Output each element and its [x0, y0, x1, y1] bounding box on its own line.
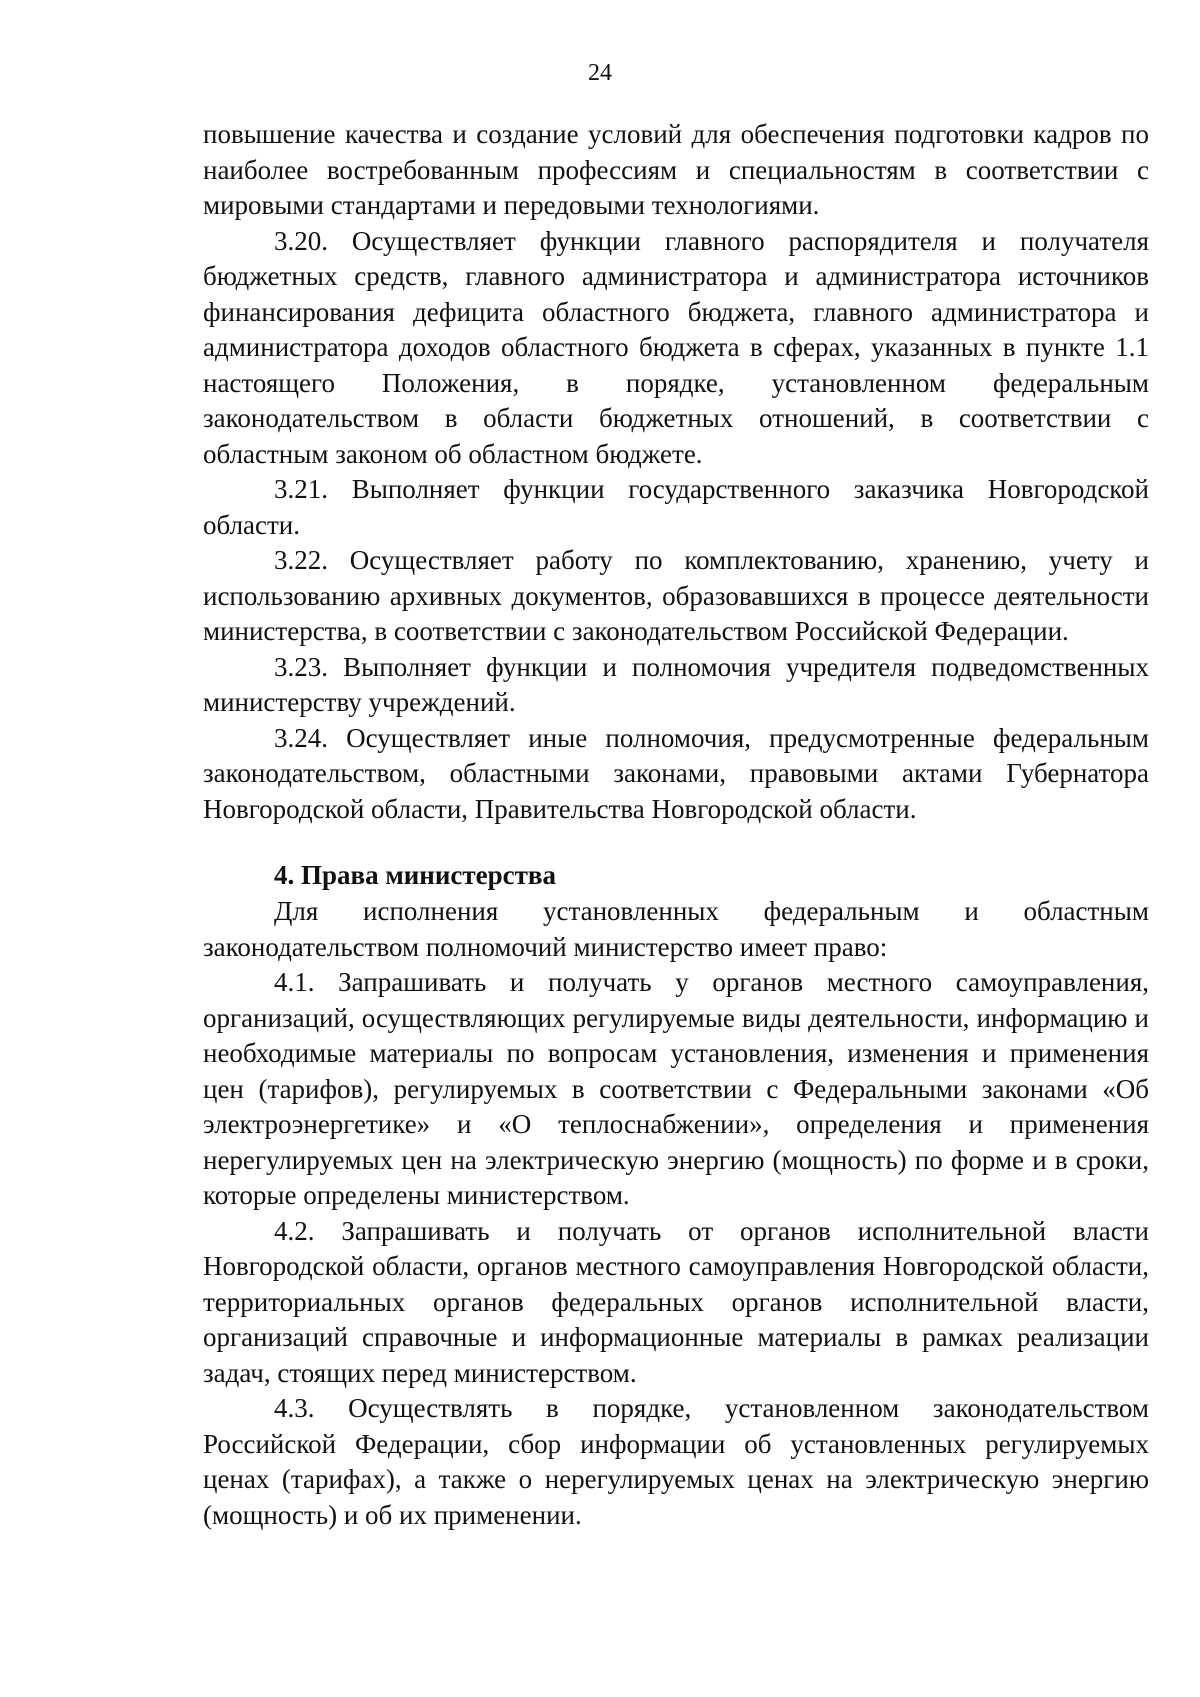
section-heading: 4. Права министерства [274, 860, 556, 890]
page-number: 24 [588, 60, 612, 86]
paragraph-3-23: 3.23. Выполняет функции и полномочия учредителя подведомственных министерству учреждений. [203, 651, 1149, 717]
paragraph-3-22: 3.22. Осуществляет работу по комплектованию, хранению, учету и использованию архивных документов, образовавшихся в процессе деятельности министерства, в соответствии с законодательством Российской Федерации. [203, 545, 1149, 646]
paragraph-4-1: 4.1. Запрашивать и получать у органов местного самоуправления, организаций, осуществляющих регулируемые виды деятельности, информацию и необходимые материалы по вопросам установления, изменения и применения цен (тарифов), регулируемых в соответствии с Федеральными законами «Об электроэнергетике» и «О теплоснабжении», определения и применения нерегулируемых цен на электрическую энергию (мощность) по форме и в сроки, которые определены министерством. [203, 967, 1149, 1210]
document-body [203, 117, 1149, 1533]
paragraph-3-21: 3.21. Выполняет функции государственного заказчика Новгородской области. [203, 474, 1149, 540]
paragraph-continuation: повышение качества и создание условий для обеспечения подготовки кадров по наиболее востребованным профессиям и специальностям в соответствии с мировыми стандартами и передовыми технологиями. [203, 119, 1149, 220]
paragraph-3-24: 3.24. Осуществляет иные полномочия, предусмотренные федеральным законодательством, областными законами, правовыми актами Губернатора Новгородской области, Правительства Новгородской области. [203, 722, 1149, 824]
paragraph-3-20: 3.20. Осуществляет функции главного распорядителя и получателя бюджетных средств, главного администратора и администратора источников финансирования дефицита областного бюджета, главного администратора и администратора доходов областного бюджета в сферах, указанных в пункте 1.1 настоящего Положения, в порядке, установленном федеральным законодательством в области бюджетных отношений, в соответствии с областным законом об областном бюджете. [203, 225, 1149, 469]
paragraph-4-3: 4.3. Осуществлять в порядке, установленном законодательством Российской Федерации, сбор информации об установленных регулируемых ценах (тарифах), а также о нерегулируемых ценах на электрическую энергию (мощность) и об их применении. [203, 1393, 1149, 1530]
paragraph-section-intro: Для исполнения установленных федеральным и областным законодательством полномочий министерство имеет право: [203, 896, 1149, 962]
paragraph-4-2: 4.2. Запрашивать и получать от органов исполнительной власти Новгородской области, органов местного самоуправления Новгородской области, территориальных органов федеральных органов исполнительной власти, организаций справочные и информационные материалы в рамках реализации задач, стоящих перед министерством. [203, 1215, 1149, 1388]
